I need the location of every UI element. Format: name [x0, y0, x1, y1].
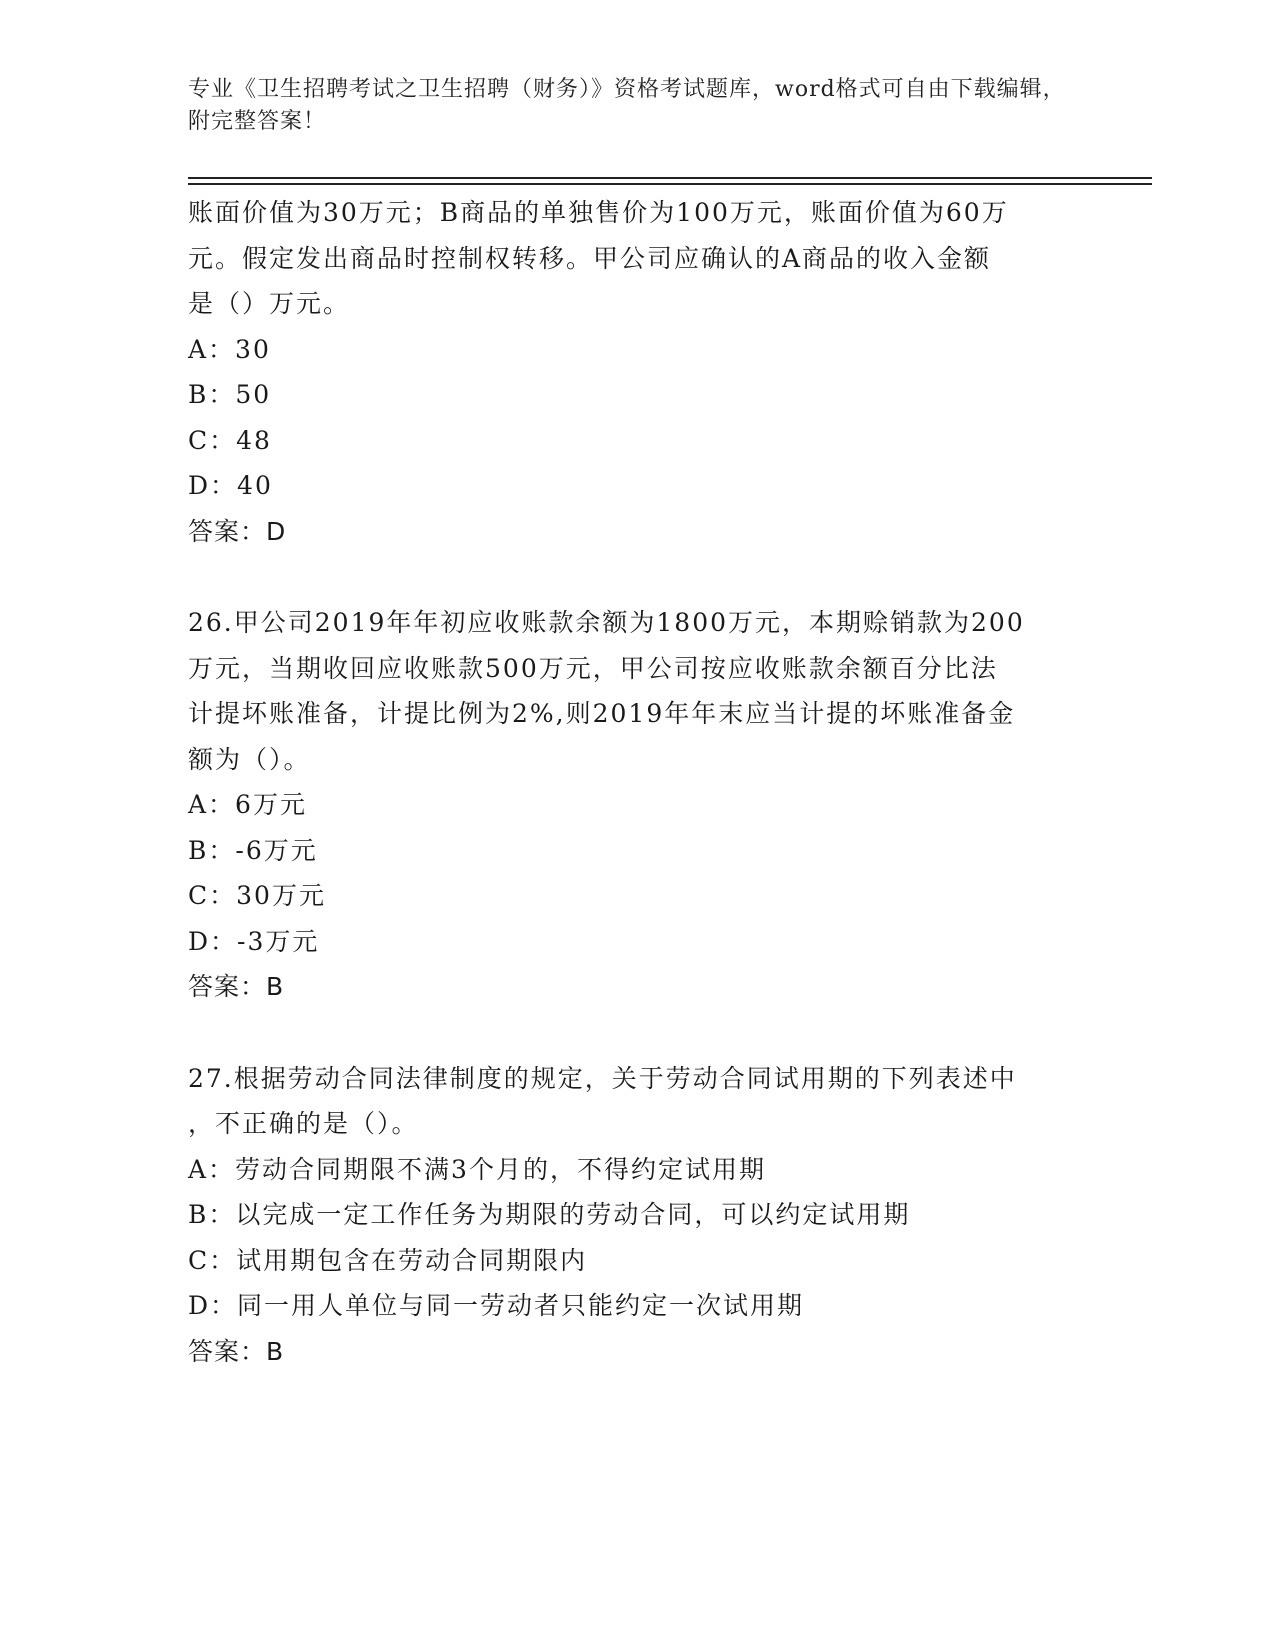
option-c: C：30万元 — [188, 881, 326, 910]
question-list — [188, 190, 1088, 1374]
question-stem-line: 额为（）。 — [188, 744, 311, 774]
answer-line: 答案：B — [188, 1336, 285, 1366]
question-stem-line: 元。假定发出商品时控制权转移。甲公司应确认的A商品的收入金额 — [188, 243, 992, 273]
option-b: B：50 — [188, 380, 272, 409]
header-divider-bottom — [188, 183, 1152, 185]
answer-line: 答案：B — [188, 972, 285, 1001]
question-26 — [188, 600, 1088, 1010]
question-stem-line: 账面价值为30万元；B商品的单独售价为100万元，账面价值为60万 — [188, 198, 1009, 227]
question-stem-line: 计提坏账准备，计提比例为2%,则2019年年末应当计提的坏账准备金 — [188, 699, 1016, 728]
answer-line: 答案：D — [188, 516, 287, 546]
option-c: C：48 — [188, 425, 272, 455]
question-stem-line: 27.根据劳动合同法律制度的规定，关于劳动合同试用期的下列表述中 — [188, 1063, 1017, 1093]
header-divider-top — [188, 177, 1152, 179]
option-d: D：-3万元 — [188, 926, 320, 956]
question-stem-line: ，不正确的是（）。 — [188, 1109, 419, 1138]
question-stem-line: 万元，当期收回应收账款500万元，甲公司按应收账款余额百分比法 — [188, 653, 998, 683]
option-a: A：劳动合同期限不满3个月的，不得约定试用期 — [188, 1154, 766, 1184]
option-d: D：同一用人单位与同一劳动者只能约定一次试用期 — [188, 1291, 805, 1320]
question-stem-line: 是（）万元。 — [188, 289, 351, 318]
question-stem-line: 26.甲公司2019年年初应收账款余额为1800万元，本期赊销款为200 — [188, 608, 1025, 637]
option-b: B：以完成一定工作任务为期限的劳动合同，可以约定试用期 — [188, 1200, 911, 1229]
option-a: A：30 — [188, 334, 271, 364]
question-continuation — [188, 190, 1088, 554]
option-c: C：试用期包含在劳动合同期限内 — [188, 1245, 588, 1275]
question-27 — [188, 1056, 1088, 1375]
option-d: D：40 — [188, 471, 273, 500]
document-header: 专业《卫生招聘考试之卫生招聘（财务）》资格考试题库，word格式可自由下载编辑，附完整答案！ — [188, 77, 1066, 134]
option-a: A：6万元 — [188, 790, 307, 819]
option-b: B：-6万元 — [188, 835, 318, 865]
